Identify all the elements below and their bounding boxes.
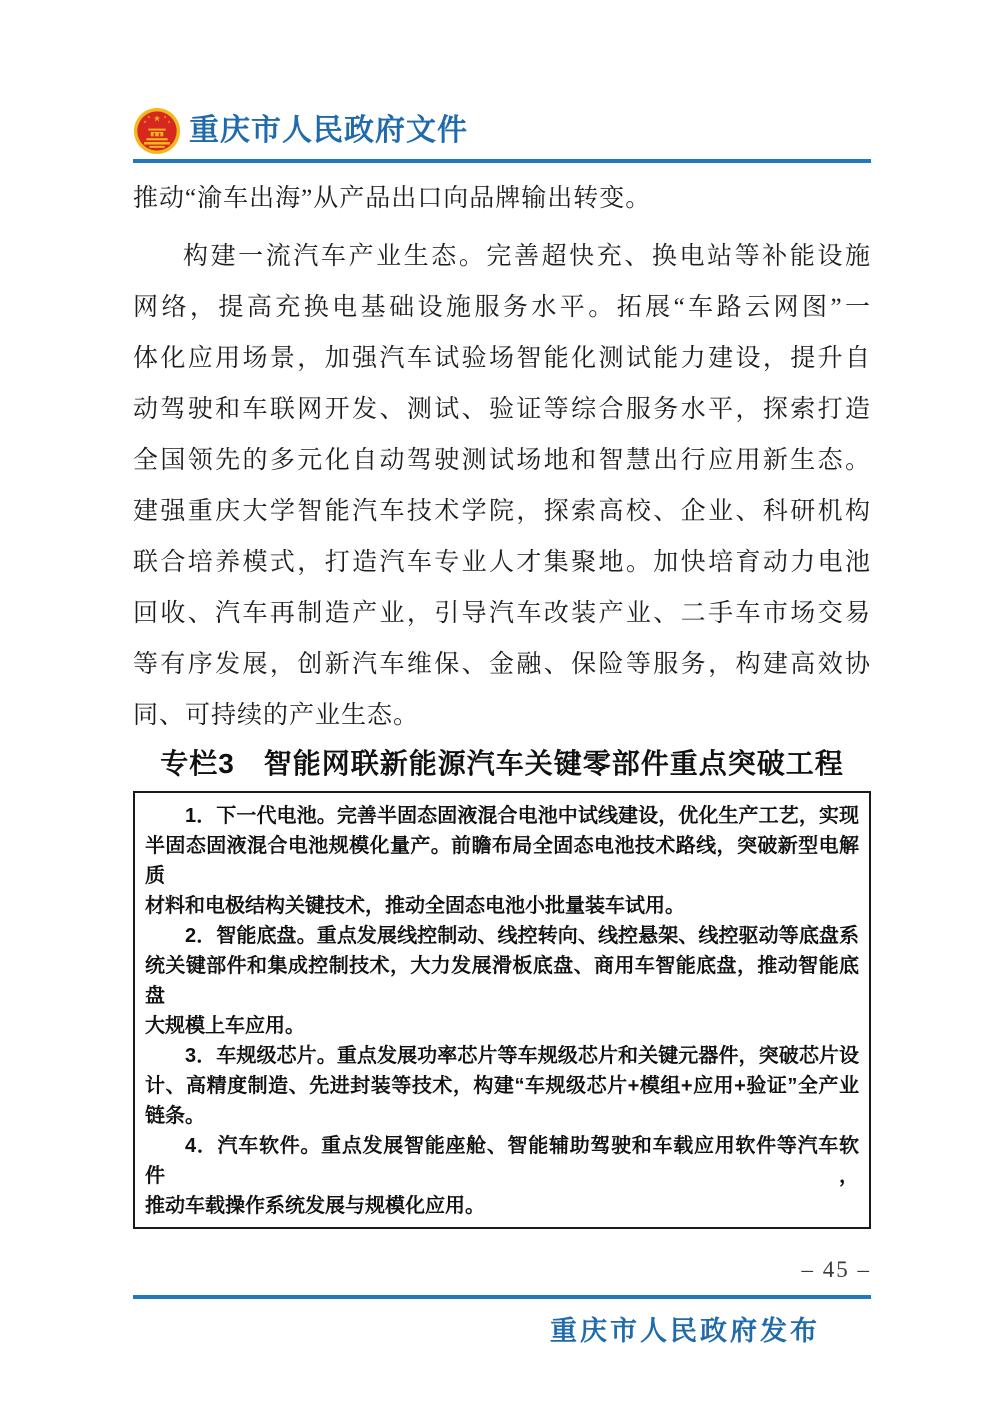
text-line: 3．车规级芯片。重点发展功率芯片等车规级芯片和关键元器件，突破芯片设 <box>185 1045 859 1067</box>
panel-item <box>145 1131 859 1221</box>
page-number: – 45 – <box>801 1257 871 1282</box>
text-line: 等有序发展，创新汽车维保、金融、保险等服务，构建高效协 <box>133 651 871 678</box>
text-line: 计、高精度制造、先进封装等技术，构建“车规级芯片+模组+应用+验证”全产业 <box>145 1075 859 1097</box>
publisher-line: 重庆市人民政府发布 <box>550 1316 820 1346</box>
text-line: 链条。 <box>145 1105 205 1127</box>
text-line: 构建一流汽车产业生态。完善超快充、换电站等补能设施 <box>183 243 871 270</box>
text-line: 回收、汽车再制造产业，引导汽车改装产业、二手车市场交易 <box>133 600 871 627</box>
paragraph <box>133 173 871 224</box>
text-line: 体化应用场景，加强汽车试验场智能化测试能力建设，提升自 <box>133 345 871 372</box>
header-rule <box>133 159 871 163</box>
text-line: 2．智能底盘。重点发展线控制动、线控转向、线控悬架、线控驱动等底盘系 <box>185 925 859 947</box>
footer-rule <box>133 1295 871 1299</box>
text-line: 推动车载操作系统发展与规模化应用。 <box>145 1195 485 1217</box>
text-line: 网络，提高充换电基础设施服务水平。拓展“车路云网图”一 <box>133 294 871 321</box>
text-line: 1．下一代电池。完善半固态固液混合电池中试线建设，优化生产工艺，实现 <box>185 805 859 827</box>
document-header <box>133 105 871 157</box>
text-line: 同、可持续的产业生态。 <box>133 702 420 729</box>
document-kind-title: 重庆市人民政府文件 <box>189 114 468 147</box>
text-line: 半固态固液混合电池规模化量产。前瞻布局全固态电池技术路线，突破新型电解质 <box>145 835 859 887</box>
body-text <box>133 173 871 741</box>
text-line: 全国领先的多元化自动驾驶测试场地和智慧出行应用新生态。 <box>133 447 871 474</box>
national-emblem-icon <box>133 107 181 155</box>
text-line: 建强重庆大学智能汽车技术学院，探索高校、企业、科研机构 <box>133 498 871 525</box>
panel-item <box>145 1041 859 1131</box>
text-line: 大规模上车应用。 <box>145 1015 305 1037</box>
panel-item <box>145 801 859 921</box>
text-line: 材料和电极结构关键技术，推动全固态电池小批量装车试用。 <box>145 895 685 917</box>
panel-title: 专栏3 智能网联新能源汽车关键零部件重点突破工程 <box>160 748 844 779</box>
text-line: 统关键部件和集成控制技术，大力发展滑板底盘、商用车智能底盘，推动智能底盘 <box>145 955 859 1007</box>
panel-item <box>145 921 859 1041</box>
text-line: 推动“渝车出海”从产品出口向品牌输出转变。 <box>133 185 652 212</box>
text-line: 4．汽车软件。重点发展智能座舱、智能辅助驾驶和车载应用软件等汽车软件， <box>145 1135 859 1187</box>
panel-box <box>133 791 871 1229</box>
text-line: 联合培养模式，打造汽车专业人才集聚地。加快培育动力电池 <box>133 549 871 576</box>
paragraph <box>133 231 871 741</box>
text-line: 动驾驶和车联网开发、测试、验证等综合服务水平，探索打造 <box>133 396 871 423</box>
